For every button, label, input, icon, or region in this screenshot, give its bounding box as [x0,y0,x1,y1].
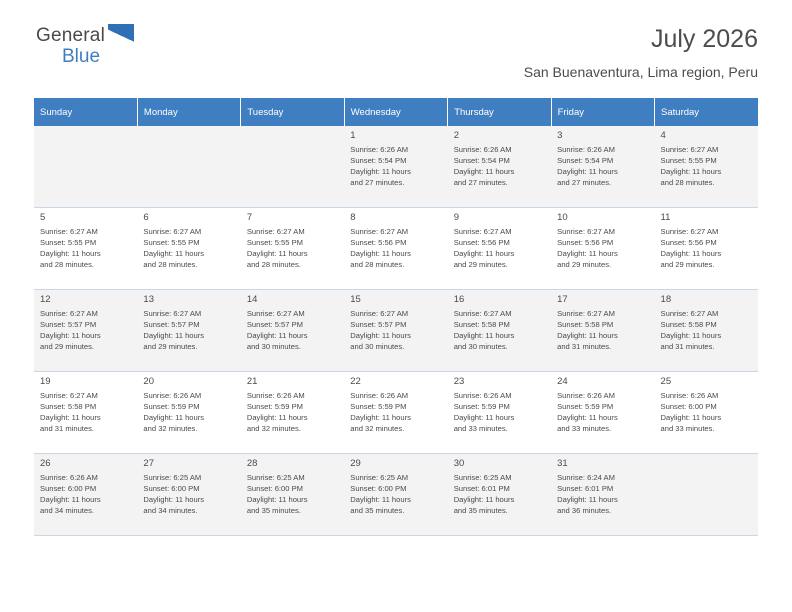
sun-info-line: Sunset: 5:59 PM [143,402,200,412]
sun-info-line: Daylight: 11 hours [40,495,101,505]
sun-info-line: Sunset: 5:56 PM [660,238,717,248]
sun-info-line: and 29 minutes. [143,341,198,351]
sun-info-line: Sunrise: 6:25 AM [143,473,202,483]
sun-info-line: and 34 minutes. [40,505,95,515]
sun-info [454,391,546,434]
sun-info [40,227,132,270]
day-number: 15 [350,294,361,305]
day-number: 3 [557,130,563,141]
day-number: 6 [143,212,149,223]
sun-info-line: Daylight: 11 hours [246,331,308,341]
sun-info [661,391,753,434]
calendar-day-cell[interactable] [137,372,240,454]
sun-info-line: and 35 minutes. [246,505,301,515]
sun-info [40,473,132,516]
calendar-day-cell[interactable] [655,290,758,372]
calendar-day-cell[interactable] [448,126,551,208]
sun-info-line: and 34 minutes. [143,505,198,515]
sun-info [557,227,649,270]
sun-info-line: Sunrise: 6:27 AM [660,145,719,155]
sun-info-line: Daylight: 11 hours [350,495,411,505]
sun-info-line: Sunrise: 6:26 AM [453,391,512,401]
sun-info [143,227,235,270]
sun-info-line: Daylight: 11 hours [660,413,722,423]
sun-info-line: and 31 minutes. [557,341,612,351]
calendar-day-cell[interactable] [34,208,137,290]
page-header [34,26,758,88]
sun-info-line: Daylight: 11 hours [660,167,722,177]
sun-info-line: Sunrise: 6:27 AM [660,227,719,237]
sun-info-line: and 27 minutes. [350,177,405,187]
sun-info-line: Sunrise: 6:26 AM [660,391,719,401]
sun-info [40,309,132,352]
sun-info [557,391,649,434]
sun-info-line: and 29 minutes. [40,341,95,351]
weekday-header-wednesday: Wednesday [344,98,447,126]
sun-info-line: and 32 minutes. [246,423,301,433]
sun-info-line: and 33 minutes. [453,423,508,433]
sun-info-line: Sunrise: 6:26 AM [453,145,512,155]
sun-info-line: Sunrise: 6:26 AM [350,391,409,401]
sun-info-line: and 28 minutes. [246,259,301,269]
sun-info-line: Sunset: 5:59 PM [350,402,407,412]
sun-info-line: Sunset: 5:55 PM [246,238,303,248]
sun-info-line: and 33 minutes. [557,423,612,433]
calendar-empty-cell [34,126,137,208]
sun-info-line: and 32 minutes. [350,423,405,433]
sun-info-line: Daylight: 11 hours [557,495,618,505]
sun-info-line: Daylight: 11 hours [660,331,722,341]
sun-info-line: Daylight: 11 hours [246,495,308,505]
sun-info-line: Sunrise: 6:27 AM [143,227,202,237]
sun-info-line: Sunset: 5:57 PM [143,320,200,330]
sun-info-line: Sunset: 6:00 PM [660,402,717,412]
sun-info-line: Daylight: 11 hours [453,495,515,505]
day-number: 13 [143,294,154,305]
sun-info-line: Sunrise: 6:27 AM [453,227,512,237]
flag-icon [108,24,134,46]
sun-info-line: and 35 minutes. [350,505,405,515]
sun-info-line: Daylight: 11 hours [143,249,205,259]
sun-info-line: Sunset: 5:58 PM [453,320,510,330]
sun-info-line: Sunrise: 6:27 AM [557,227,615,237]
sun-info-line: Sunset: 6:00 PM [350,484,407,494]
sun-info-line: and 31 minutes. [40,423,95,433]
sun-info-line: Sunrise: 6:26 AM [246,391,305,401]
day-number: 19 [40,376,51,387]
day-number: 21 [246,376,258,387]
day-number: 4 [660,130,666,141]
sun-info-line: Sunrise: 6:26 AM [350,145,409,155]
day-number: 8 [350,212,356,223]
day-number: 16 [453,294,465,305]
sun-info [247,391,339,434]
calendar-day-cell[interactable] [241,372,344,454]
sun-info [350,309,442,352]
page-subtitle: San Buenaventura, Lima region, Peru [523,63,758,80]
day-number: 12 [40,294,51,305]
sun-info [661,145,753,188]
sun-info [143,391,235,434]
sun-info-line: Sunrise: 6:27 AM [40,227,98,237]
sun-info-line: Sunset: 5:57 PM [40,320,97,330]
sun-info [557,145,649,188]
sun-info-line: Sunrise: 6:27 AM [557,309,615,319]
sun-info-line: and 29 minutes. [557,259,612,269]
day-number: 1 [350,130,356,141]
calendar-week-row [34,208,758,290]
calendar-day-cell[interactable] [655,126,758,208]
calendar-day-cell[interactable] [344,126,447,208]
day-number: 20 [143,376,154,387]
sun-info-line: Sunset: 6:00 PM [40,484,97,494]
sun-info-line: Daylight: 11 hours [660,249,722,259]
sun-info-line: Daylight: 11 hours [453,249,515,259]
sun-info-line: Sunrise: 6:27 AM [40,391,98,401]
weekday-header-saturday: Saturday [655,98,758,126]
sun-info-line: Sunset: 5:55 PM [143,238,200,248]
day-number: 30 [453,458,465,469]
weekday-header-tuesday: Tuesday [241,98,344,126]
sun-info-line: Daylight: 11 hours [453,413,515,423]
sun-info-line: Daylight: 11 hours [557,331,618,341]
sun-info-line: and 30 minutes. [453,341,508,351]
sun-info-line: and 28 minutes. [143,259,198,269]
calendar-body [34,126,758,536]
sun-info-line: Sunset: 5:58 PM [40,402,97,412]
sun-info-line: Daylight: 11 hours [350,249,411,259]
sun-info-line: Sunset: 5:58 PM [557,320,614,330]
day-number: 29 [350,458,361,469]
calendar-week-row [34,454,758,536]
calendar-day-cell[interactable] [241,290,344,372]
sun-info-line: Daylight: 11 hours [40,413,101,423]
sun-info [143,309,235,352]
sun-info-line: Sunrise: 6:27 AM [660,309,719,319]
sun-info [557,473,649,516]
sun-info-line: Sunset: 5:54 PM [557,156,614,166]
sun-info [661,227,753,270]
sun-info-line: Daylight: 11 hours [350,413,411,423]
sun-info-line: Daylight: 11 hours [453,167,515,177]
day-number: 24 [557,376,568,387]
sun-info [454,145,546,188]
sun-info [661,309,753,352]
sun-info [350,391,442,434]
sun-info-line: Daylight: 11 hours [350,167,411,177]
calendar-day-cell[interactable] [241,208,344,290]
sun-info-line: Sunset: 5:55 PM [660,156,717,166]
sun-info-line: and 29 minutes. [660,259,715,269]
sun-info-line: Sunrise: 6:27 AM [350,309,409,319]
sun-info-line: Daylight: 11 hours [246,413,308,423]
calendar-empty-cell [137,126,240,208]
sun-info-line: Sunset: 5:55 PM [40,238,97,248]
sun-info [350,145,442,188]
day-number: 7 [246,212,253,223]
calendar-day-cell[interactable] [241,454,344,536]
calendar-table [34,98,758,536]
sun-info-line: Sunset: 5:56 PM [350,238,407,248]
sun-info-line: Daylight: 11 hours [557,167,618,177]
day-number: 23 [453,376,465,387]
sun-info-line: Daylight: 11 hours [143,495,205,505]
sun-info [454,227,546,270]
sun-info-line: Sunrise: 6:25 AM [246,473,305,483]
sun-info [247,227,339,270]
day-number: 26 [40,458,51,469]
calendar-day-cell[interactable] [344,208,447,290]
weekday-header-sunday: Sunday [34,98,137,126]
sun-info-line: Daylight: 11 hours [143,413,205,423]
weekday-header-thursday: Thursday [448,98,551,126]
sun-info-line: Sunrise: 6:26 AM [40,473,98,483]
calendar-empty-cell [241,126,344,208]
calendar-day-cell[interactable] [34,290,137,372]
calendar-day-cell[interactable] [551,208,654,290]
sun-info-line: Sunset: 5:56 PM [557,238,614,248]
sun-info [454,309,546,352]
calendar-day-cell[interactable] [137,208,240,290]
sun-info-line: Sunrise: 6:27 AM [143,309,202,319]
brand-logo[interactable] [34,26,105,66]
sun-info-line: Sunrise: 6:25 AM [453,473,512,483]
sun-info-line: Sunrise: 6:26 AM [557,391,615,401]
sun-info-line: Daylight: 11 hours [246,249,308,259]
sun-info-line: Sunset: 6:00 PM [246,484,303,494]
calendar-empty-cell [655,454,758,536]
calendar-day-cell[interactable] [551,290,654,372]
calendar-day-cell[interactable] [655,372,758,454]
calendar-week-row [34,126,758,208]
day-number: 11 [660,212,671,223]
calendar-day-cell[interactable] [137,454,240,536]
sun-info-line: Sunset: 5:58 PM [660,320,717,330]
sun-info-line: Sunrise: 6:27 AM [246,227,305,237]
sun-info-line: and 28 minutes. [660,177,715,187]
sun-info-line: Sunset: 5:59 PM [246,402,303,412]
day-number: 18 [660,294,672,305]
calendar-day-cell[interactable] [34,454,137,536]
sun-info-line: Sunset: 6:01 PM [557,484,614,494]
sun-info-line: and 30 minutes. [246,341,301,351]
sun-info [247,309,339,352]
calendar-day-cell[interactable] [34,372,137,454]
calendar-day-cell[interactable] [551,372,654,454]
brand-name-general: General [36,25,105,46]
page-title: July 2026 [650,25,758,53]
calendar-day-cell[interactable] [448,208,551,290]
sun-info-line: Daylight: 11 hours [143,331,205,341]
calendar-day-cell[interactable] [655,208,758,290]
sun-info-line: and 28 minutes. [40,259,95,269]
sun-info-line: Sunrise: 6:24 AM [557,473,615,483]
day-number: 31 [557,458,568,469]
day-number: 14 [246,294,258,305]
sun-info-line: Sunset: 5:59 PM [557,402,614,412]
calendar-week-row [34,290,758,372]
sun-info-line: Sunrise: 6:27 AM [40,309,98,319]
sun-info-line: Sunrise: 6:27 AM [350,227,409,237]
day-number: 17 [557,294,568,305]
sun-info [247,473,339,516]
sun-info-line: and 31 minutes. [660,341,715,351]
sun-info [143,473,235,516]
calendar-day-cell[interactable] [137,290,240,372]
weekday-header-monday: Monday [137,98,240,126]
sun-info-line: Sunset: 5:57 PM [246,320,303,330]
sun-info-line: Sunset: 5:56 PM [453,238,510,248]
sun-info-line: and 27 minutes. [453,177,508,187]
sun-info [557,309,649,352]
day-number: 9 [453,212,459,223]
sun-info-line: and 27 minutes. [557,177,612,187]
sun-info-line: Sunrise: 6:26 AM [143,391,202,401]
weekday-header-row [34,98,758,126]
weekday-header-friday: Friday [551,98,654,126]
day-number: 25 [660,376,672,387]
calendar-day-cell[interactable] [551,126,654,208]
sun-info-line: and 33 minutes. [660,423,715,433]
day-number: 10 [557,212,568,223]
calendar-day-cell[interactable] [344,454,447,536]
sun-info-line: and 32 minutes. [143,423,198,433]
calendar-week-row [34,372,758,454]
sun-info-line: Sunrise: 6:26 AM [557,145,615,155]
sun-info-line: Sunset: 5:54 PM [350,156,407,166]
sun-info [350,473,442,516]
day-number: 5 [40,212,46,223]
calendar-day-cell[interactable] [344,290,447,372]
sun-info-line: Sunset: 6:00 PM [143,484,200,494]
title-block [524,26,758,80]
sun-info-line: and 30 minutes. [350,341,405,351]
day-number: 22 [350,376,361,387]
sun-info-line: and 36 minutes. [557,505,612,515]
sun-info-line: Sunset: 5:59 PM [453,402,510,412]
sun-info-line: Daylight: 11 hours [40,331,101,341]
brand-name-blue: Blue [62,46,101,67]
sun-info-line: Sunset: 6:01 PM [453,484,510,494]
calendar-day-cell[interactable] [448,454,551,536]
calendar-day-cell[interactable] [448,372,551,454]
calendar-day-cell[interactable] [551,454,654,536]
sun-info-line: Sunrise: 6:25 AM [350,473,409,483]
sun-info [350,227,442,270]
day-number: 28 [246,458,258,469]
sun-info-line: and 35 minutes. [453,505,508,515]
sun-info [454,473,546,516]
sun-info-line: Daylight: 11 hours [453,331,515,341]
sun-info-line: Daylight: 11 hours [40,249,101,259]
sun-info-line: Daylight: 11 hours [557,249,618,259]
sun-info-line: Daylight: 11 hours [350,331,411,341]
sun-info-line: and 29 minutes. [453,259,508,269]
sun-info-line: and 28 minutes. [350,259,405,269]
sun-info-line: Sunset: 5:54 PM [453,156,510,166]
sun-info-line: Sunset: 5:57 PM [350,320,407,330]
day-number: 27 [143,458,154,469]
sun-info-line: Sunrise: 6:27 AM [453,309,512,319]
sun-info-line: Sunrise: 6:27 AM [246,309,305,319]
sun-info-line: Daylight: 11 hours [557,413,618,423]
sun-info [40,391,132,434]
calendar-day-cell[interactable] [344,372,447,454]
day-number: 2 [453,130,459,141]
calendar-day-cell[interactable] [448,290,551,372]
